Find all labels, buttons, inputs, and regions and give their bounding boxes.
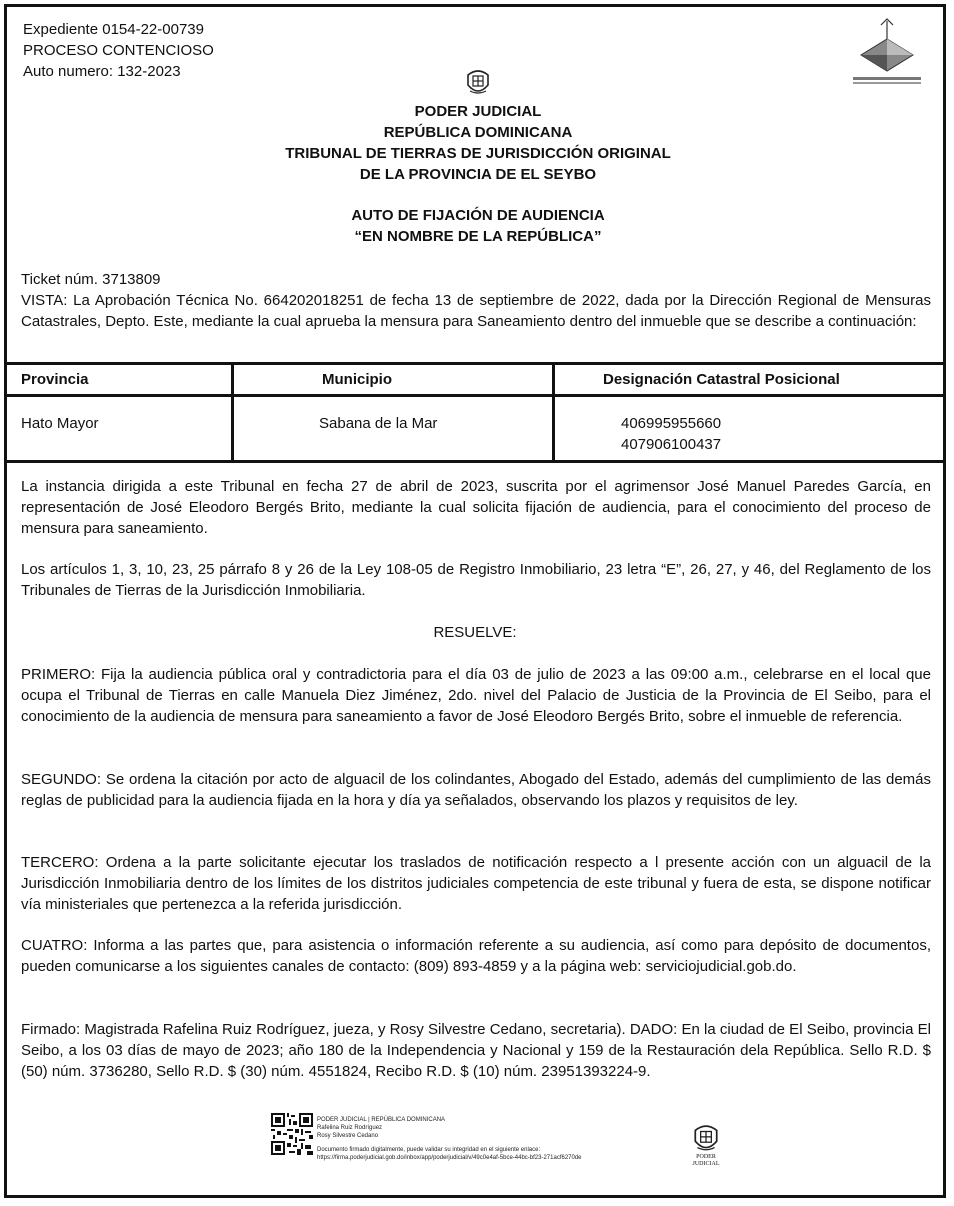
signature-line: Rafelina Ruiz Rodríguez [317,1125,383,1131]
seal-label: PODER JUDICIAL [692,1154,720,1167]
auto-title [7,205,949,247]
cell-provincia: Hato Mayor [21,415,99,432]
cell-designacion: 407906100437 [621,436,722,453]
title-line: TRIBUNAL DE TIERRAS DE JURISDICCIÓN ORIGINAL [285,145,671,162]
column-header-provincia: Provincia [21,371,89,388]
primero-paragraph: PRIMERO: Fija la audiencia pública oral y contradictoria para el día 03 de julio de 2023 a las 09:00 a.m., celebrarse en el local que ocupa el Tribunal de Tierras en calle Manuela Diez Jiménez, 2do. nivel del Palacio de Justicia de la Provincia de El Seibo, para el conocimiento de la audiencia de mensura para saneamiento a favor de José Eleodoro Bergés Brito, sobre el inmueble de referencia. [21,666,931,725]
title-line: REPÚBLICA DOMINICANA [383,124,573,141]
articulos-paragraph: Los artículos 1, 3, 10, 23, 25 párrafo 8 y 26 de la Ley 108-05 de Registro Inmobiliario, 23 letra “E”, 26, 27, y 46, del Reglamento de los Tribunales de Tierras de la Jurisdicción Inmobiliaria. [21,561,931,599]
column-header-designacion: Designación Catastral Posicional [603,371,840,388]
signature-line: Rosy Silvestre Cedano [317,1133,379,1139]
coat-of-arms-icon [465,69,491,97]
process-type: PROCESO CONTENCIOSO [23,42,214,59]
instancia-paragraph: La instancia dirigida a este Tribunal en fecha 27 de abril de 2023, suscrita por el agrimensor José Manuel Paredes García, en representación de José Eleodoro Bergés Brito, mediante la cual solicita fijación de audiencia, para el conocimiento del proceso de mensura para saneamiento. [21,478,931,537]
title-line: PODER JUDICIAL [414,103,542,120]
ticket-number: Ticket núm. 3713809 [21,271,161,288]
jurisdiccion-inmobiliaria-logo-icon [847,17,927,87]
table-bottom-border [7,460,943,463]
tercero-paragraph: TERCERO: Ordena a la parte solicitante ejecutar los traslados de notificación respecto a l presente acción con un alguacil de la Jurisdicción Inmobiliaria dentro de los límites de los distritos judiciales competencia de este tribunal y fuera de esta, se dispone notificar vía ministeriales que pertenezca a la referida jurisdicción. [21,854,931,913]
auto-number: Auto numero: 132-2023 [23,63,181,80]
signature-line: PODER JUDICIAL | REPÚBLICA DOMINICANA [317,1117,446,1123]
case-header [23,19,214,82]
digital-signature-block [317,1116,617,1162]
cuatro-paragraph: CUATRO: Informa a las partes que, para asistencia o información referente a su audiencia, así como para depósito de documentos, pueden comunicarse a los siguientes canales de contacto: (809) 893-4859 y a la página web: serviciojudicial.gob.do. [21,937,931,975]
table-divider [552,362,555,463]
cell-municipio: Sabana de la Mar [319,415,438,432]
resuelve-heading: RESUELVE: [433,624,517,641]
coat-of-arms-icon [686,1124,726,1168]
auto-heading: AUTO DE FIJACIÓN DE AUDIENCIA [351,207,605,224]
segundo-paragraph: SEGUNDO: Se ordena la citación por acto de alguacil de los colindantes, Abogado del Estado, además del cumplimiento de las demás reglas de publicidad para la audiencia fijada en la hora y día ya señalados, observando los plazos y requisitos de ley. [21,771,931,809]
table-divider [231,362,234,463]
validation-link[interactable]: https://firma.poderjudicial.gob.do/inbox/app/poderjudicial/v/49c0e4af-5bce-44bc-bf23-271acf6270de [317,1155,582,1161]
signature-line: Documento firmado digitalmente, puede validar su integridad en el siguiente enlace: [317,1147,541,1153]
column-header-municipio: Municipio [322,371,392,388]
firmado-paragraph: Firmado: Magistrada Rafelina Ruiz Rodríguez, jueza, y Rosy Silvestre Cedano, secretaria). DADO: En la ciudad de El Seibo, provincia El Seibo, a los 03 días de mayo de 2023; año 180 de la Independencia y Nacional y 159 de la Restauración dela República. Sello R.D. $ (50) núm. 3736280, Sello R.D. $ (30) núm. 4551824, Recibo R.D. $ (10) núm. 23951393224-9. [21,1021,931,1080]
expediente-number: Expediente 0154-22-00739 [23,21,204,38]
vista-paragraph: VISTA: La Aprobación Técnica No. 664202018251 de fecha 13 de septiembre de 2022, dada por la Dirección Regional de Mensuras Catastrales, Depto. Este, mediante la cual aprueba la mensura para Saneamiento dentro del inmueble que se describe a continuación: [21,292,931,330]
cell-designacion: 406995955660 [621,415,722,432]
title-line: DE LA PROVINCIA DE EL SEYBO [359,166,597,183]
court-title [7,101,949,185]
auto-subheading: “EN NOMBRE DE LA REPÚBLICA” [354,228,602,245]
document-frame [4,4,946,1198]
table-top-border [7,362,943,365]
qr-code-icon [271,1113,313,1155]
table-header-border [7,394,943,397]
